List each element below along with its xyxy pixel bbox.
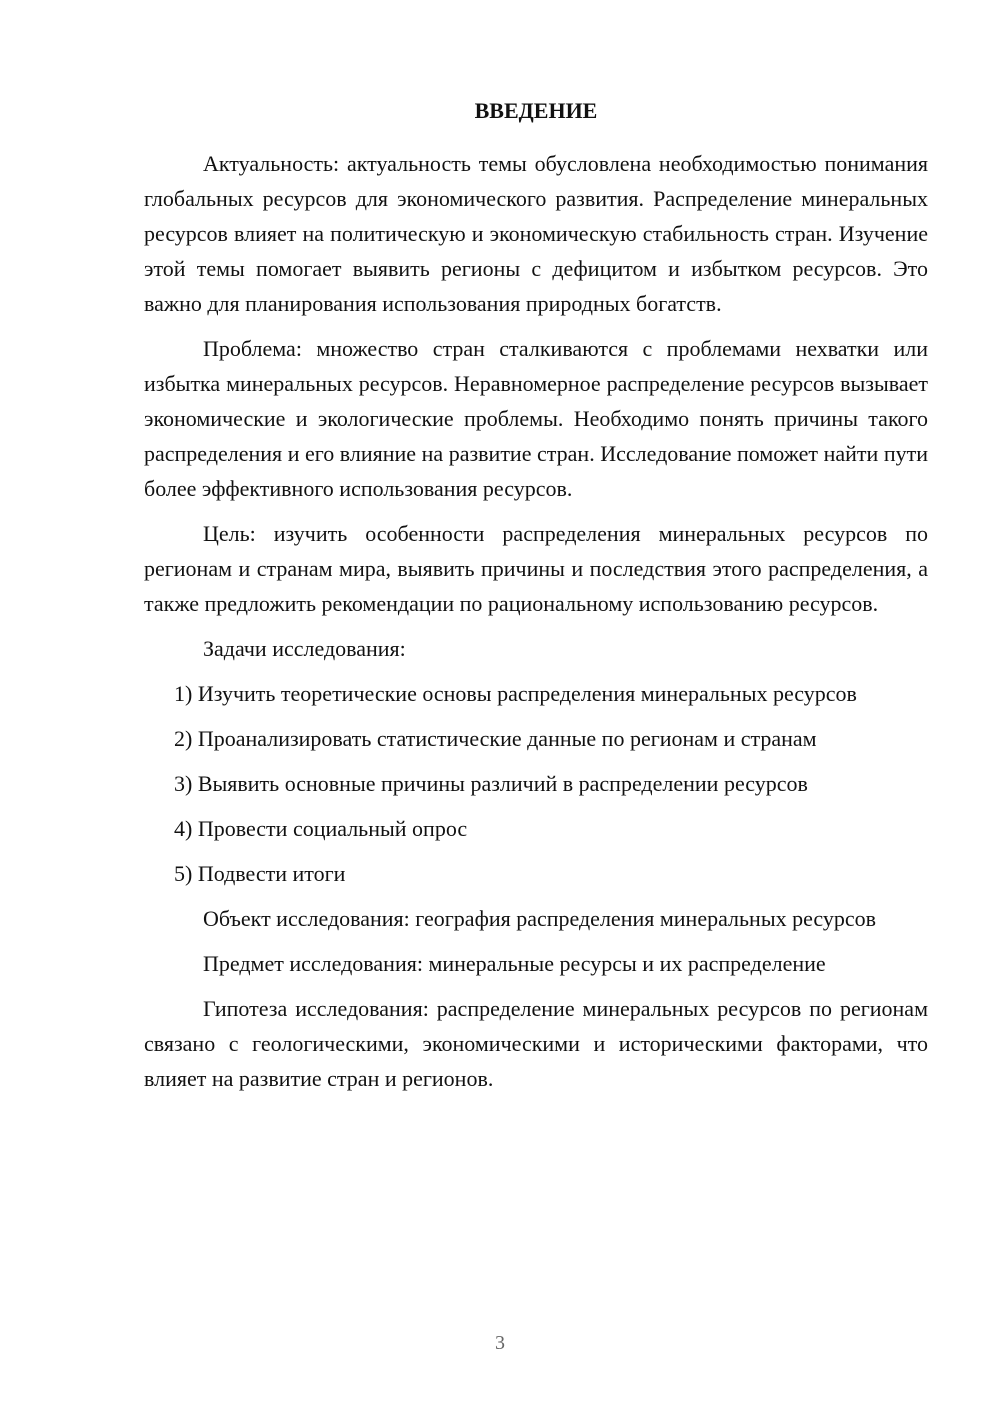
tasks-heading: Задачи исследования: [203, 636, 406, 661]
object-paragraph: Объект исследования: география распределения минеральных ресурсов [203, 906, 877, 931]
task-item: 4) Провести социальный опрос [174, 816, 468, 841]
relevance-paragraph: Актуальность: актуальность темы обусловлена необходимостью понимания глобальных ресурсов для экономического развития. Распределение минеральных ресурсов влияет на политическую и экономическую стабильность стран. Изучение этой темы помогает выявить регионы с дефицитом и избытком ресурсов. Это важно для планирования использования природных богатств. [144, 151, 928, 316]
goal-paragraph: Цель: изучить особенности распределения минеральных ресурсов по регионам и странам мира, выявить причины и последствия этого распределения, а также предложить рекомендации по рациональному использованию ресурсов. [144, 521, 928, 616]
task-item: 2) Проанализировать статистические данные по регионам и странам [174, 726, 817, 751]
task-item: 5) Подвести итоги [174, 861, 346, 886]
page-title: ВВЕДЕНИЕ [474, 98, 598, 123]
task-item: 1) Изучить теоретические основы распределения минеральных ресурсов [174, 681, 857, 706]
problem-paragraph: Проблема: множество стран сталкиваются с проблемами нехватки или избытка минеральных ресурсов. Неравномерное распределение ресурсов вызывает экономические и экологические проблемы. Необходимо понять причины такого распределения и его влияние на развитие стран. Исследование поможет найти пути более эффективного использования ресурсов. [144, 336, 928, 501]
task-item: 3) Выявить основные причины различий в распределении ресурсов [174, 771, 808, 796]
page-number: 3 [495, 1332, 505, 1354]
subject-paragraph: Предмет исследования: минеральные ресурсы и их распределение [203, 951, 826, 976]
hypothesis-paragraph: Гипотеза исследования: распределение минеральных ресурсов по регионам связано с геологическими, экономическими и историческими факторами, что влияет на развитие стран и регионов. [144, 996, 928, 1091]
document-page [144, 96, 928, 1106]
